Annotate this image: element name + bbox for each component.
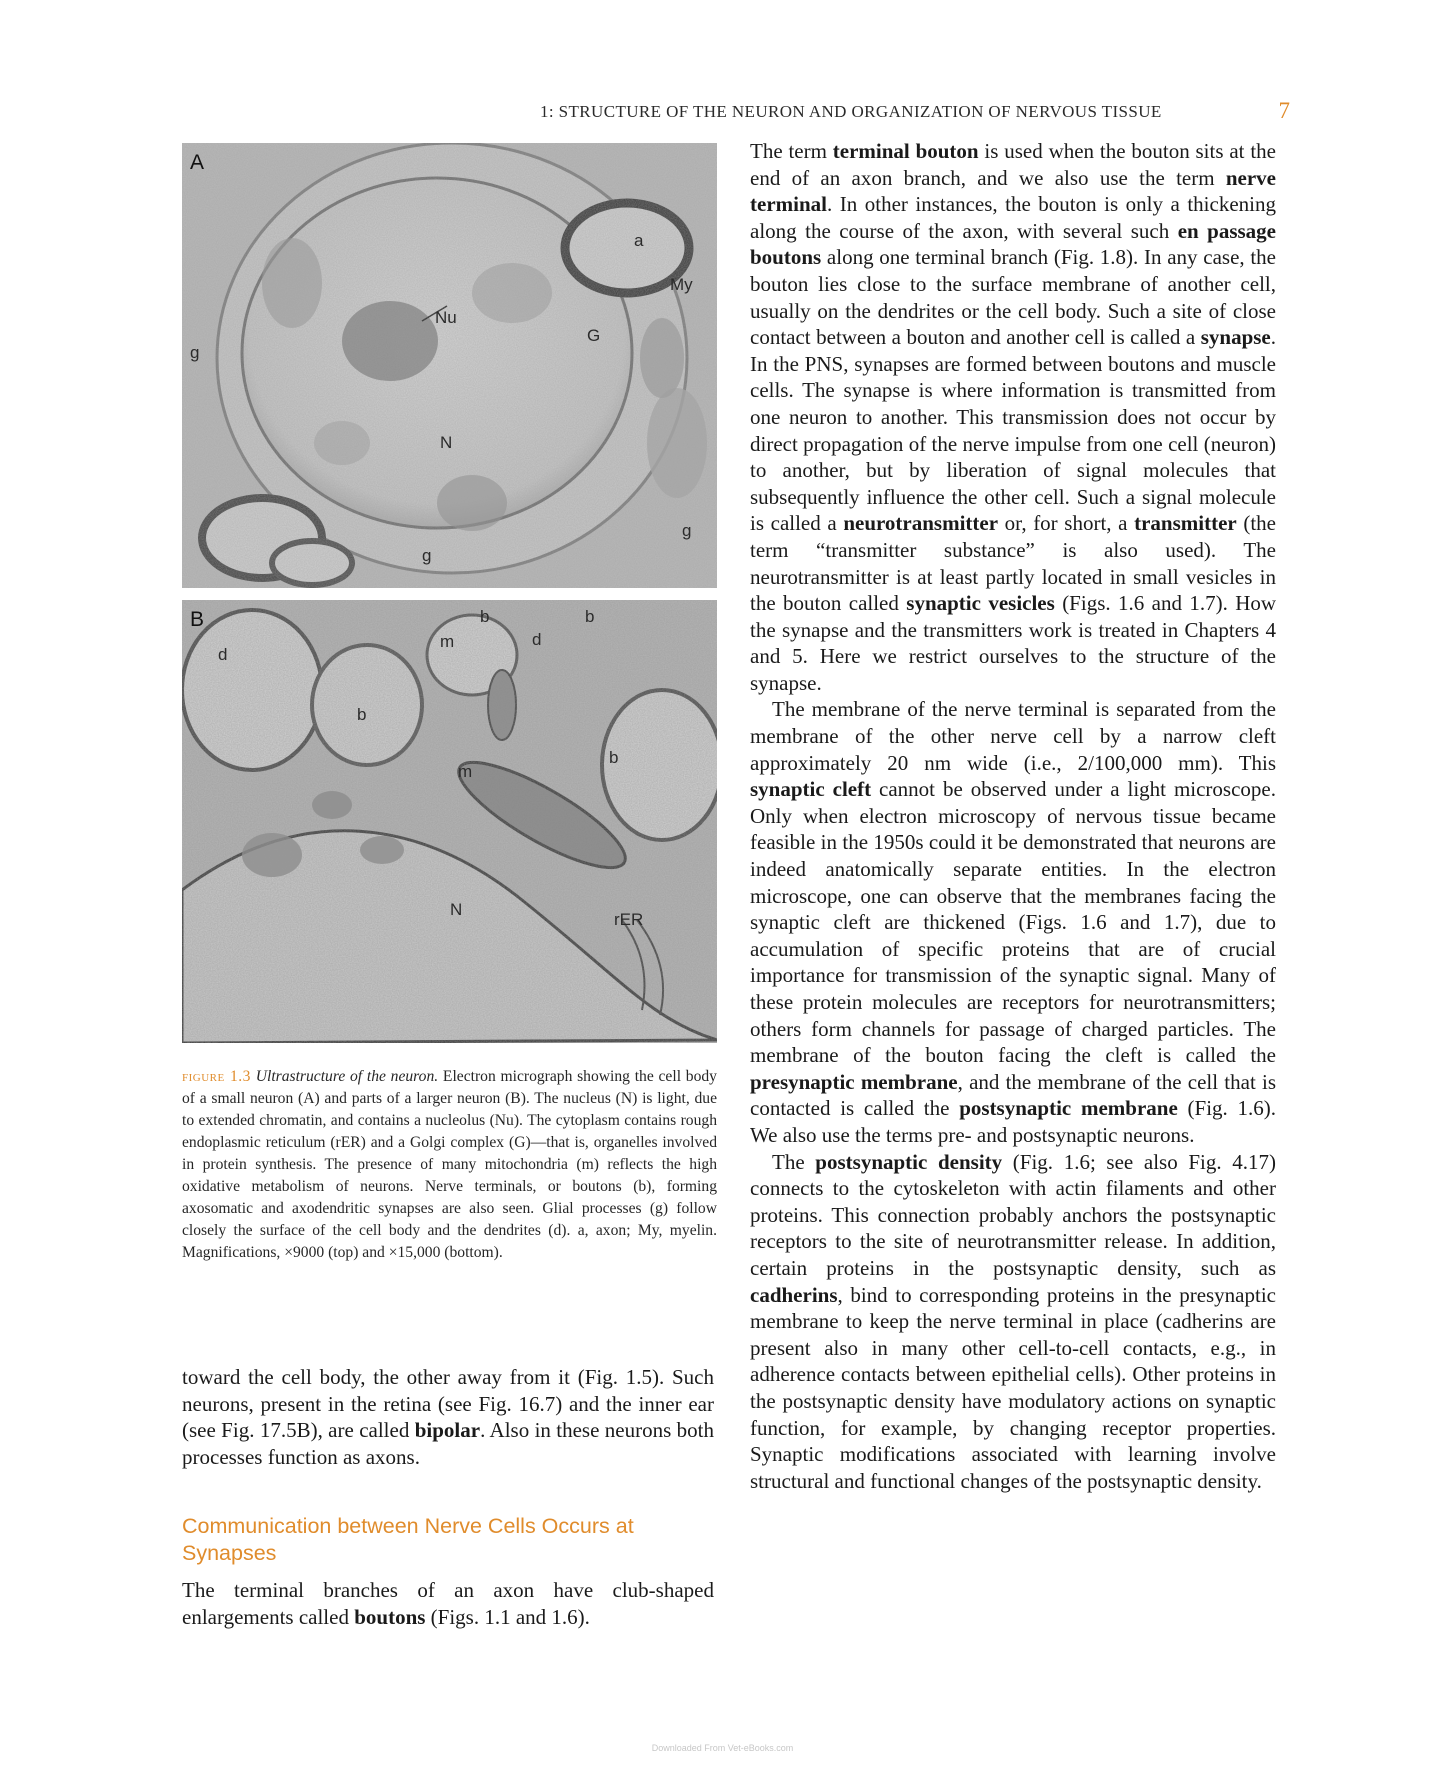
- right-column: [750, 138, 1276, 1494]
- label-dendrite-2: d: [532, 630, 542, 649]
- caption-title: Ultrastructure of the neuron.: [255, 1068, 439, 1085]
- left-column-paragraph-2: [182, 1577, 714, 1630]
- figure-caption: [182, 1066, 717, 1264]
- text-run: The membrane of the nerve terminal is separated from the membrane of the other nerve cell by a narrow cleft approximately 20 nm wide (i.e., 2/100,000 mm). This: [750, 697, 1276, 775]
- panel-b-letter: B: [190, 608, 205, 631]
- term-synaptic-cleft: synaptic cleft: [750, 777, 872, 802]
- text-run: . In other instances, the bouton is only a thickening along the course of the axon, with several such: [750, 192, 1276, 243]
- term-postsynaptic-density: postsynaptic density: [815, 1149, 1003, 1174]
- label-mitochondrion-1: m: [440, 632, 455, 651]
- micrograph-panel-a: [182, 143, 717, 588]
- right-paragraph-2: [750, 696, 1276, 1148]
- term-terminal-bouton: terminal bouton: [832, 139, 979, 163]
- label-bouton-1: b: [480, 607, 490, 626]
- text-run: . In the PNS, synapses are formed between boutons and muscle cells. The synapse is where information is transmitted from one neuron to another. This transmission does not occur by direct propagation of the nerve impulse from one cell (neuron) to another, but by liberation of signal molecules that subsequently influence the other cell. Such a signal molecule is called a: [750, 325, 1276, 536]
- left-column-paragraph-1: [182, 1364, 714, 1470]
- running-head-title: 1: STRUCTURE OF THE NEURON AND ORGANIZATION OF NERVOUS TISSUE: [540, 102, 1162, 121]
- term-boutons: boutons: [354, 1604, 426, 1629]
- label-glia-2: g: [682, 521, 692, 540]
- text-run: The terminal branches of an axon have club-shaped enlargements called: [182, 1578, 714, 1629]
- download-watermark: Downloaded From Vet-eBooks.com: [651, 1743, 794, 1753]
- text-run: (Fig. 1.6). We also use the terms pre- and postsynaptic neurons.: [750, 1096, 1277, 1147]
- label-bouton-4: b: [609, 748, 619, 767]
- term-synapse: synapse: [1200, 325, 1271, 350]
- section-heading: Communication between Nerve Cells Occurs at Synapses: [182, 1514, 634, 1565]
- caption-label: figure 1.3: [182, 1068, 251, 1085]
- term-cadherins: cadherins: [750, 1282, 838, 1307]
- text-run: along one terminal branch (Fig. 1.8). In any case, the bouton lies close to the surface membrane of another cell, usually on the dendrites or the cell body. Such a site of close contact between a bouton and another cell is called a: [750, 245, 1276, 350]
- text-run: or, for short, a: [998, 511, 1135, 536]
- term-nerve-terminal: nerve terminal: [750, 165, 1276, 217]
- label-axon: a: [634, 231, 644, 250]
- text-run: (Figs. 1.1 and 1.6).: [425, 1604, 590, 1629]
- label-glia-1: g: [190, 343, 200, 362]
- text-run: toward the cell body, the other away from it (Fig. 1.5). Such neurons, present in the retina (see Fig. 16.7) and the inner ear (see Fig. 17.5B), are called: [182, 1365, 714, 1443]
- term-neurotransmitter: neurotransmitter: [843, 511, 999, 536]
- right-paragraph-1: [750, 138, 1276, 696]
- label-nucleus-b: N: [450, 900, 463, 919]
- term-presynaptic-membrane: presynaptic membrane: [750, 1069, 958, 1094]
- text-run: , bind to corresponding proteins in the presynaptic membrane to keep the nerve terminal in place (cadherins are present also in many other cell-to-cell contacts, e.g., in adherence contacts between epithelial cells). Other proteins in the postsynaptic density have modulatory actions on synaptic function, for example, by changing receptor properties. Synaptic modifications associated with learning involve structural and functional changes of the postsynaptic density.: [750, 1282, 1276, 1493]
- label-rough-er: rER: [614, 910, 644, 929]
- text-run: (Fig. 1.6; see also Fig. 4.17) connects to the cytoskeleton with actin filaments and other proteins. This connection probably anchors the postsynaptic receptors to the site of neurotransmitter release. In addition, certain proteins in the postsynaptic density, such as: [750, 1149, 1277, 1280]
- term-en-passage-boutons: en passage boutons: [750, 218, 1276, 270]
- text-run: The term: [750, 139, 833, 163]
- term-synaptic-vesicles: synaptic vesicles: [906, 591, 1055, 616]
- text-run: (the term “transmitter substance” is also used). The neurotransmitter is at least partly located in small vesicles in the bouton called: [750, 511, 1276, 616]
- label-bouton-3: b: [357, 705, 367, 724]
- label-glia-3: g: [422, 546, 432, 565]
- text-run: is used when the bouton sits at the end of an axon branch, and we also use the term: [750, 139, 1276, 190]
- text-run: . Also in these neurons both processes function as axons.: [182, 1418, 714, 1469]
- label-bouton-2: b: [585, 607, 595, 626]
- term-postsynaptic-membrane: postsynaptic membrane: [959, 1096, 1178, 1121]
- text-run: (Figs. 1.6 and 1.7). How the synapse and the transmitters work is treated in Chapters 4 and 5. Here we restrict ourselves to the structure of the synapse.: [750, 591, 1277, 695]
- label-golgi: G: [587, 326, 601, 345]
- running-head: [540, 98, 1290, 128]
- label-myelin: My: [670, 275, 693, 294]
- label-mitochondrion-2: m: [458, 762, 473, 781]
- micrograph-b-image: [182, 600, 717, 1043]
- label-nucleus-a: N: [440, 433, 453, 452]
- label-dendrite-1: d: [218, 645, 228, 664]
- right-paragraph-3: [750, 1149, 1276, 1495]
- caption-body: Electron micrograph showing the cell body of a small neuron (A) and parts of a larger neuron (B). The nucleus (N) is light, due to extended chromatin, and contains a nucleolus (Nu). The cytoplasm contains rough endoplasmic reticulum (rER) and a Golgi complex (G)—that is, organelles involved in protein synthesis. The presence of many mitochondria (m) reflects the high oxidative metabolism of neurons. Nerve terminals, or boutons (b), forming axosomatic and axodendritic synapses are also seen. Glial processes (g) follow closely the surface of the cell body and the dendrites (d). a, axon; My, myelin. Magnifications, ×9000 (top) and ×15,000 (bottom).: [182, 1068, 717, 1261]
- text-run: cannot be observed under a light microscope. Only when electron microscopy of nervous tissue became feasible in the 1950s could it be demonstrated that neurons are indeed anatomically separate entities. In the electron microscope, one can observe that the membranes facing the synaptic cleft are thickened (Figs. 1.6 and 1.7), due to accumulation of specific proteins that are of crucial importance for transmission of the synaptic signal. Many of these protein molecules are receptors for neurotransmitters; others form channels for passage of charged particles. The membrane of the bouton facing the cleft is called the: [750, 777, 1276, 1068]
- term-bipolar: bipolar: [414, 1418, 481, 1443]
- page-number: 7: [1278, 98, 1290, 123]
- micrograph-a-image: [182, 143, 717, 588]
- text-run: , and the membrane of the cell that is contacted is called the: [750, 1069, 1276, 1121]
- term-transmitter: transmitter: [1134, 511, 1237, 536]
- label-nucleolus: Nu: [435, 308, 457, 327]
- panel-a-letter: A: [190, 151, 205, 174]
- micrograph-panel-b: [182, 600, 717, 1043]
- text-run: The: [772, 1149, 816, 1174]
